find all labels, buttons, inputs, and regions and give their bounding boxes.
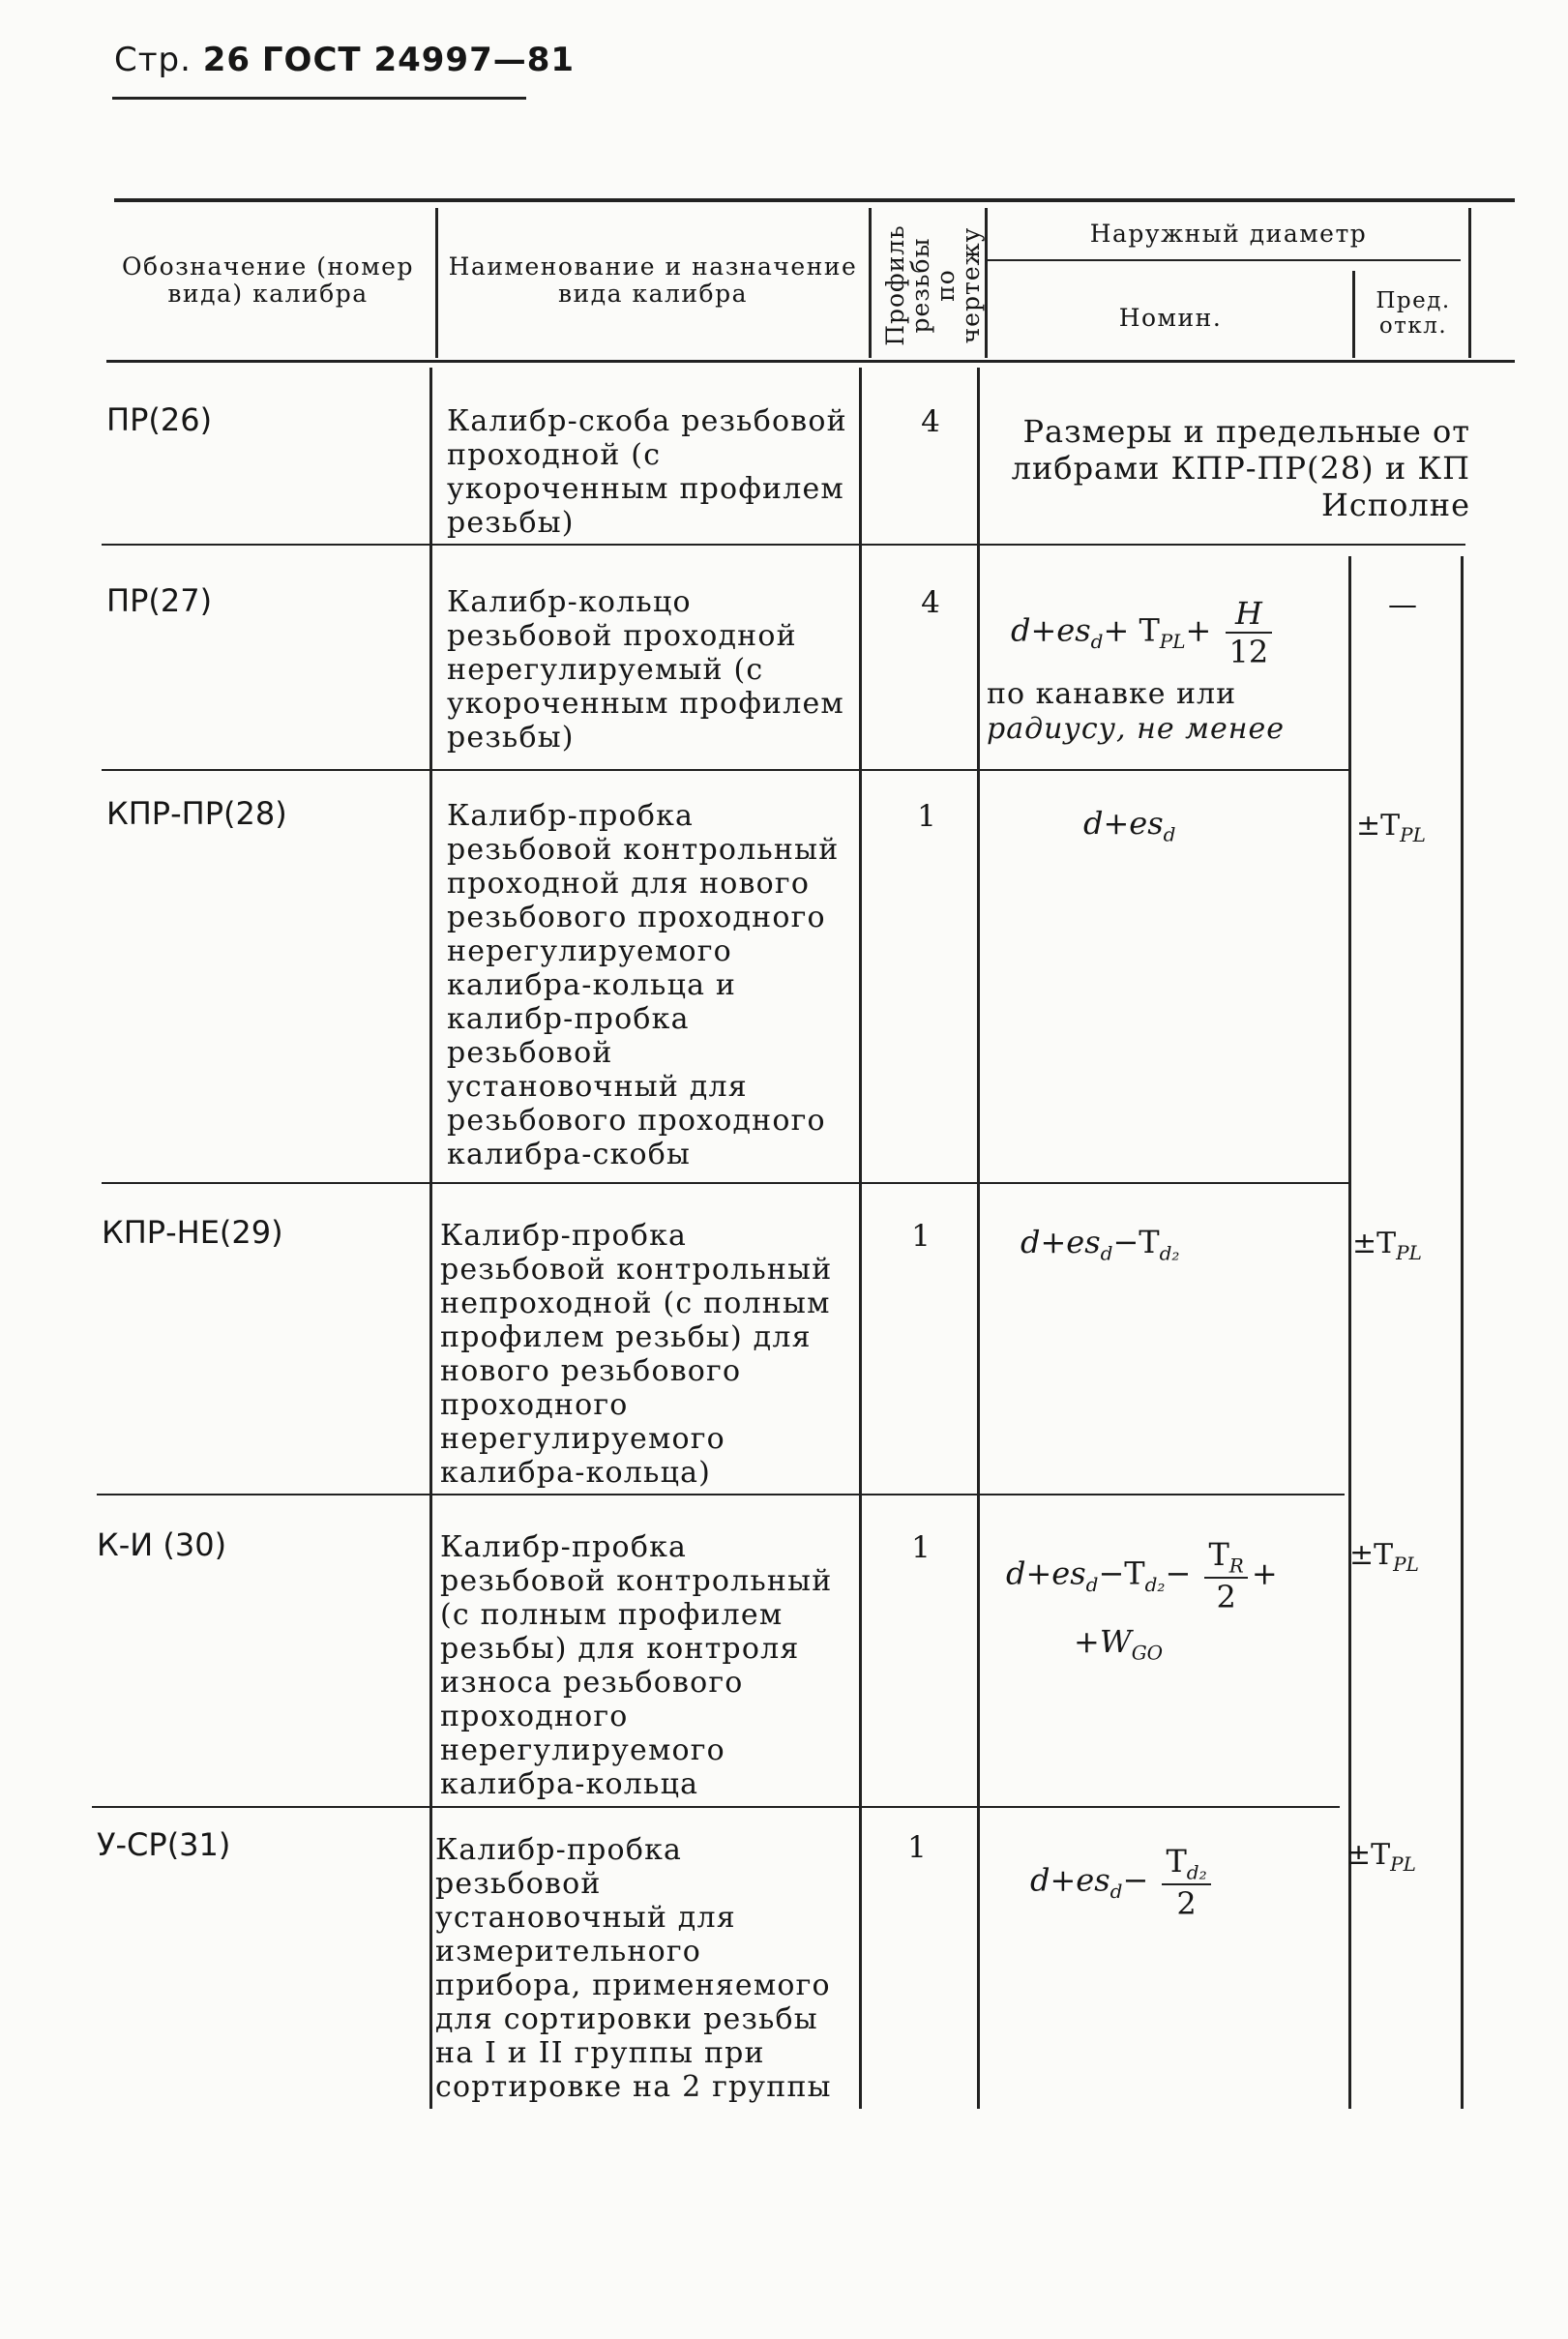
col-header-outer-diameter: Наружный диаметр — [1089, 220, 1368, 248]
row-31-f-main: d+es — [1030, 1861, 1110, 1899]
row-28-f-main: d+es — [1083, 805, 1164, 842]
col-header-nominal: Номин. — [1118, 304, 1223, 332]
row-31-tol-sub: PL — [1390, 1852, 1416, 1876]
row-27-f-main: d+es — [1011, 611, 1091, 649]
row-28-formula — [1083, 805, 1175, 845]
col-header-name: Наименование и назначение вида калибра — [448, 252, 858, 308]
row-27-f-plus2: + — [1185, 611, 1212, 649]
row-27-extra-line2: радиусу, не менее — [987, 712, 1286, 746]
row-31-frac-num: T — [1166, 1843, 1187, 1880]
col-header-designation: Обозначение (номер вида) калибра — [122, 252, 414, 308]
row-27-fraction — [1226, 595, 1273, 670]
body-col-line-2 — [859, 368, 862, 2109]
row-30-f-sub1: d — [1085, 1573, 1099, 1597]
col-header-tolerance: Пред. откл. — [1376, 288, 1451, 339]
row-30-f-sub2: d₂ — [1144, 1573, 1166, 1597]
row-rule-4 — [97, 1494, 1345, 1495]
row-27-code: ПР(27) — [106, 582, 213, 619]
row-30-name: Калибр-пробка резьбовой контрольный (с полным профилем резьбы) для контроля износа резьбового проходного нерегулируемого калибра-кольца — [440, 1530, 833, 1801]
col-sep-1 — [435, 208, 438, 358]
row-30-fraction — [1204, 1536, 1247, 1615]
row-30-f-main: d+es — [1006, 1554, 1086, 1592]
row-31-tol-main: ±T — [1346, 1838, 1391, 1872]
row-27-extra-line1: по канавке или — [987, 677, 1237, 711]
row-31-profile: 1 — [907, 1830, 927, 1865]
page-prefix: Стр. — [114, 41, 192, 79]
standard-id: ГОСТ 24997—81 — [261, 41, 576, 79]
row-rule-1 — [102, 544, 1465, 546]
row-31-tolerance — [1346, 1838, 1416, 1876]
row-30-f-plus: + — [1251, 1554, 1278, 1592]
row-30-f2-sub: GO — [1131, 1641, 1164, 1665]
row-29-f-main: d+es — [1021, 1224, 1101, 1260]
row-26-note-line2: либрами КПР-ПР(28) и КП — [1011, 450, 1470, 487]
row-rule-3 — [102, 1182, 1349, 1184]
row-30-f-minus2: − — [1165, 1554, 1192, 1592]
row-27-name: Калибр-кольцо резьбовой проходной нерегулируемый (с укороченным профилем резьбы) — [447, 585, 844, 755]
row-31-f-minus: − — [1122, 1861, 1149, 1899]
body-col-line-1 — [429, 368, 432, 2109]
row-27-formula — [1011, 595, 1276, 670]
row-30-frac-num: T — [1208, 1536, 1229, 1573]
row-29-profile: 1 — [911, 1219, 931, 1254]
row-30-tolerance — [1349, 1538, 1419, 1576]
row-27-frac-den: 12 — [1228, 634, 1269, 670]
row-26-note — [996, 413, 1470, 523]
row-29-f-sub2: d₂ — [1159, 1241, 1180, 1265]
row-26-name: Калибр-скоба резьбовой проходной (с укороченным профилем резьбы) — [447, 404, 847, 540]
table-top-rule — [114, 198, 1515, 202]
row-29-f-minus: −T — [1112, 1224, 1160, 1260]
row-29-f-sub1: d — [1100, 1241, 1113, 1265]
row-30-frac-num-sub: R — [1228, 1554, 1244, 1578]
outer-diameter-rule — [987, 259, 1461, 261]
header-bottom-rule — [106, 360, 1515, 363]
row-26-note-line1: Размеры и предельные от — [1022, 413, 1470, 450]
row-29-name: Калибр-пробка резьбовой контрольный непроходной (с полным профилем резьбы) для нового резьбового проходного нерегулируемого калибра-кольца) — [440, 1219, 833, 1490]
col-sep-4 — [1352, 271, 1355, 358]
page-header — [114, 41, 575, 79]
row-30-frac-den: 2 — [1216, 1579, 1236, 1616]
row-31-name: Калибр-пробка резьбовой установочный для измерительного прибора, применяемого для сортировки резьбы на I и II группы при сортировке на 2 группы — [435, 1833, 832, 2104]
row-29-formula — [1021, 1224, 1179, 1264]
row-27-extra — [987, 677, 1285, 747]
row-rule-2 — [102, 769, 1349, 771]
row-30-f-minus: −T — [1098, 1554, 1145, 1592]
row-31-fraction — [1162, 1843, 1210, 1922]
row-28-tolerance — [1356, 809, 1426, 846]
header-rule — [112, 97, 526, 100]
row-31-frac-num-wrap — [1162, 1843, 1210, 1885]
body-col-line-5 — [1461, 556, 1464, 2109]
body-col-line-3 — [977, 368, 980, 2109]
row-27-f-sub1: d — [1090, 629, 1104, 653]
row-29-code: КПР-НЕ(29) — [102, 1214, 283, 1251]
row-29-tol-sub: PL — [1396, 1241, 1422, 1264]
row-30-f2-main: +W — [1074, 1623, 1132, 1660]
row-rule-5 — [92, 1806, 1340, 1808]
row-31-frac-num-sub: d₂ — [1186, 1860, 1207, 1884]
row-28-f-sub1: d — [1163, 822, 1176, 846]
row-30-formula — [1006, 1536, 1278, 1615]
row-28-profile: 1 — [917, 799, 936, 834]
row-28-tol-sub: PL — [1400, 823, 1426, 846]
row-30-tol-sub: PL — [1393, 1553, 1419, 1576]
row-31-frac-den: 2 — [1176, 1885, 1197, 1923]
row-28-code: КПР-ПР(28) — [106, 795, 287, 832]
body-col-line-4 — [1348, 556, 1351, 2109]
row-28-name: Калибр-пробка резьбовой контрольный проходной для нового резьбового проходного нерегулируемого калибра-кольца и калибр-пробка резьбовой установочный для резьбового проходного калибра-скобы — [447, 799, 840, 1171]
row-28-tol-main: ±T — [1356, 809, 1401, 843]
row-29-tolerance — [1352, 1227, 1422, 1264]
row-26-profile: 4 — [921, 404, 940, 439]
col-header-profile — [871, 222, 996, 348]
row-27-frac-num: H — [1226, 595, 1273, 634]
row-31-code: У-СР(31) — [97, 1826, 231, 1863]
page-number: 26 — [202, 41, 251, 79]
row-27-f-sub2: PL — [1159, 629, 1186, 653]
row-30-formula-line2 — [1074, 1623, 1163, 1664]
row-31-f-sub1: d — [1109, 1880, 1123, 1904]
row-29-tol-main: ±T — [1352, 1227, 1397, 1260]
row-30-tol-main: ±T — [1349, 1538, 1394, 1572]
row-30-profile: 1 — [911, 1530, 931, 1565]
row-31-formula — [1030, 1843, 1215, 1922]
row-26-code: ПР(26) — [106, 401, 213, 438]
col-header-profile-text: Профиль резьбы по чертежу — [881, 224, 985, 346]
row-30-code: К-И (30) — [97, 1526, 227, 1563]
row-30-frac-num-wrap — [1204, 1536, 1247, 1579]
col-sep-5 — [1468, 208, 1471, 358]
row-27-profile: 4 — [921, 585, 940, 620]
row-26-note-line3: Исполне — [1320, 487, 1470, 523]
row-27-f-plus: + T — [1103, 611, 1160, 649]
row-27-tolerance: — — [1388, 588, 1417, 622]
